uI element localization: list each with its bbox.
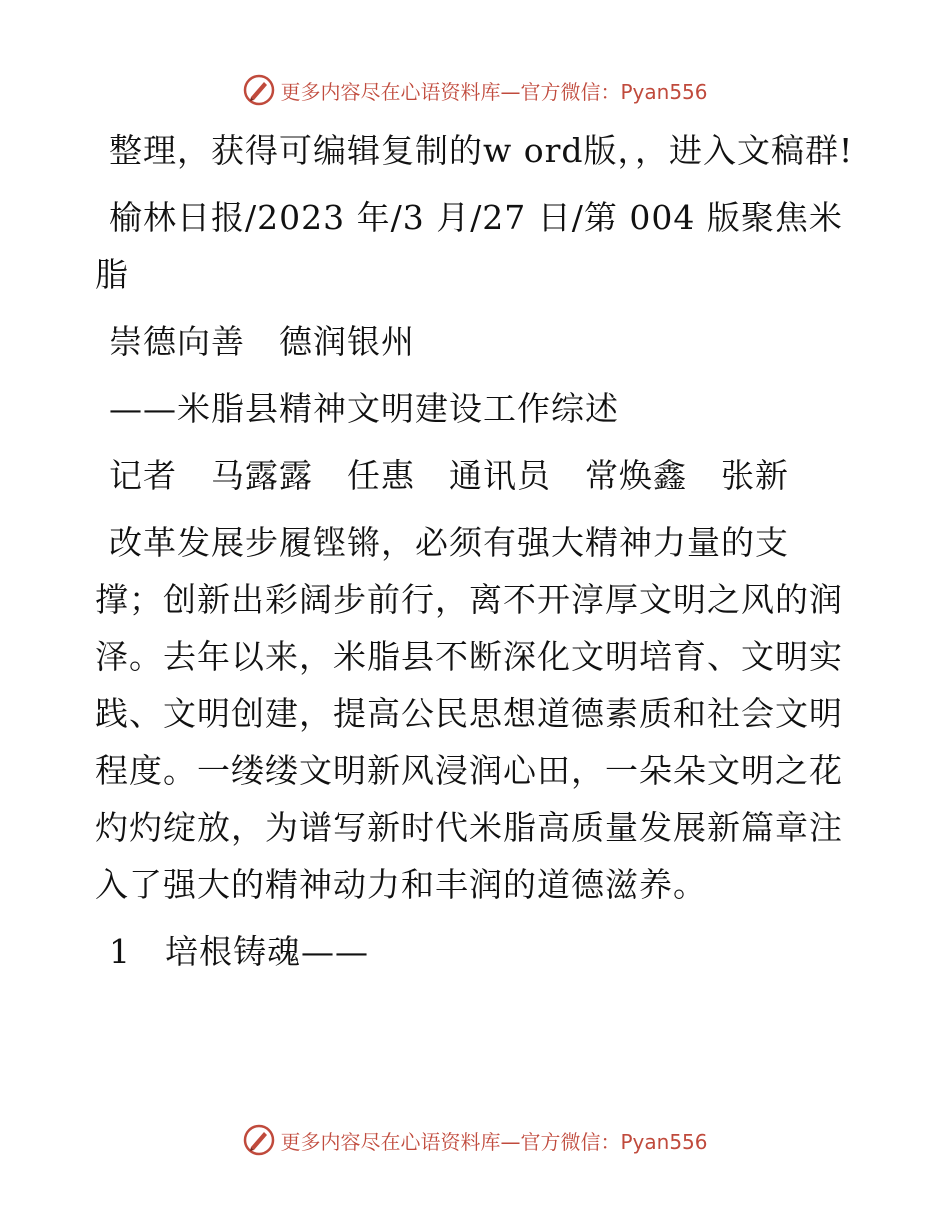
red-pen-logo-icon <box>242 73 276 107</box>
header-banner-label: 更多内容尽在心语资料库—官方微信： <box>280 79 621 104</box>
document-body <box>95 122 855 990</box>
header-banner-text <box>280 76 707 105</box>
article-title: 崇德向善 德润银州 <box>109 322 415 361</box>
footer-banner-text <box>280 1126 707 1155</box>
section-heading: 1 培根铸魂—— <box>109 932 369 971</box>
byline: 记者 马露露 任惠 通讯员 常焕鑫 张新 <box>109 456 789 495</box>
header-banner <box>0 70 950 110</box>
footer-banner-handle: Pyan556 <box>620 1129 708 1154</box>
footer-banner <box>0 1120 950 1160</box>
intro-paragraph: 整理，获得可编辑复制的w ord版，，进入文稿群! <box>109 131 854 170</box>
body-paragraph: 改革发展步履铿锵，必须有强大精神力量的支撑；创新出彩阔步前行，离不开淳厚文明之风的润泽。去年以来，米脂县不断深化文明培育、文明实践、文明创建，提高公民思想道德素质和社会文明程度。一缕缕文明新风浸润心田，一朵朵文明之花灼灼绽放，为谱写新时代米脂高质量发展新篇章注入了强大的精神动力和丰润的道德滋养。 <box>95 523 843 904</box>
red-pen-logo-icon <box>242 1123 276 1157</box>
header-banner-handle: Pyan556 <box>620 79 708 104</box>
article-subtitle: ——米脂县精神文明建设工作综述 <box>109 389 619 428</box>
footer-banner-label: 更多内容尽在心语资料库—官方微信： <box>280 1129 621 1154</box>
source-line: 榆林日报/2023 年/3 月/27 日/第 004 版聚焦米脂 <box>95 198 843 294</box>
